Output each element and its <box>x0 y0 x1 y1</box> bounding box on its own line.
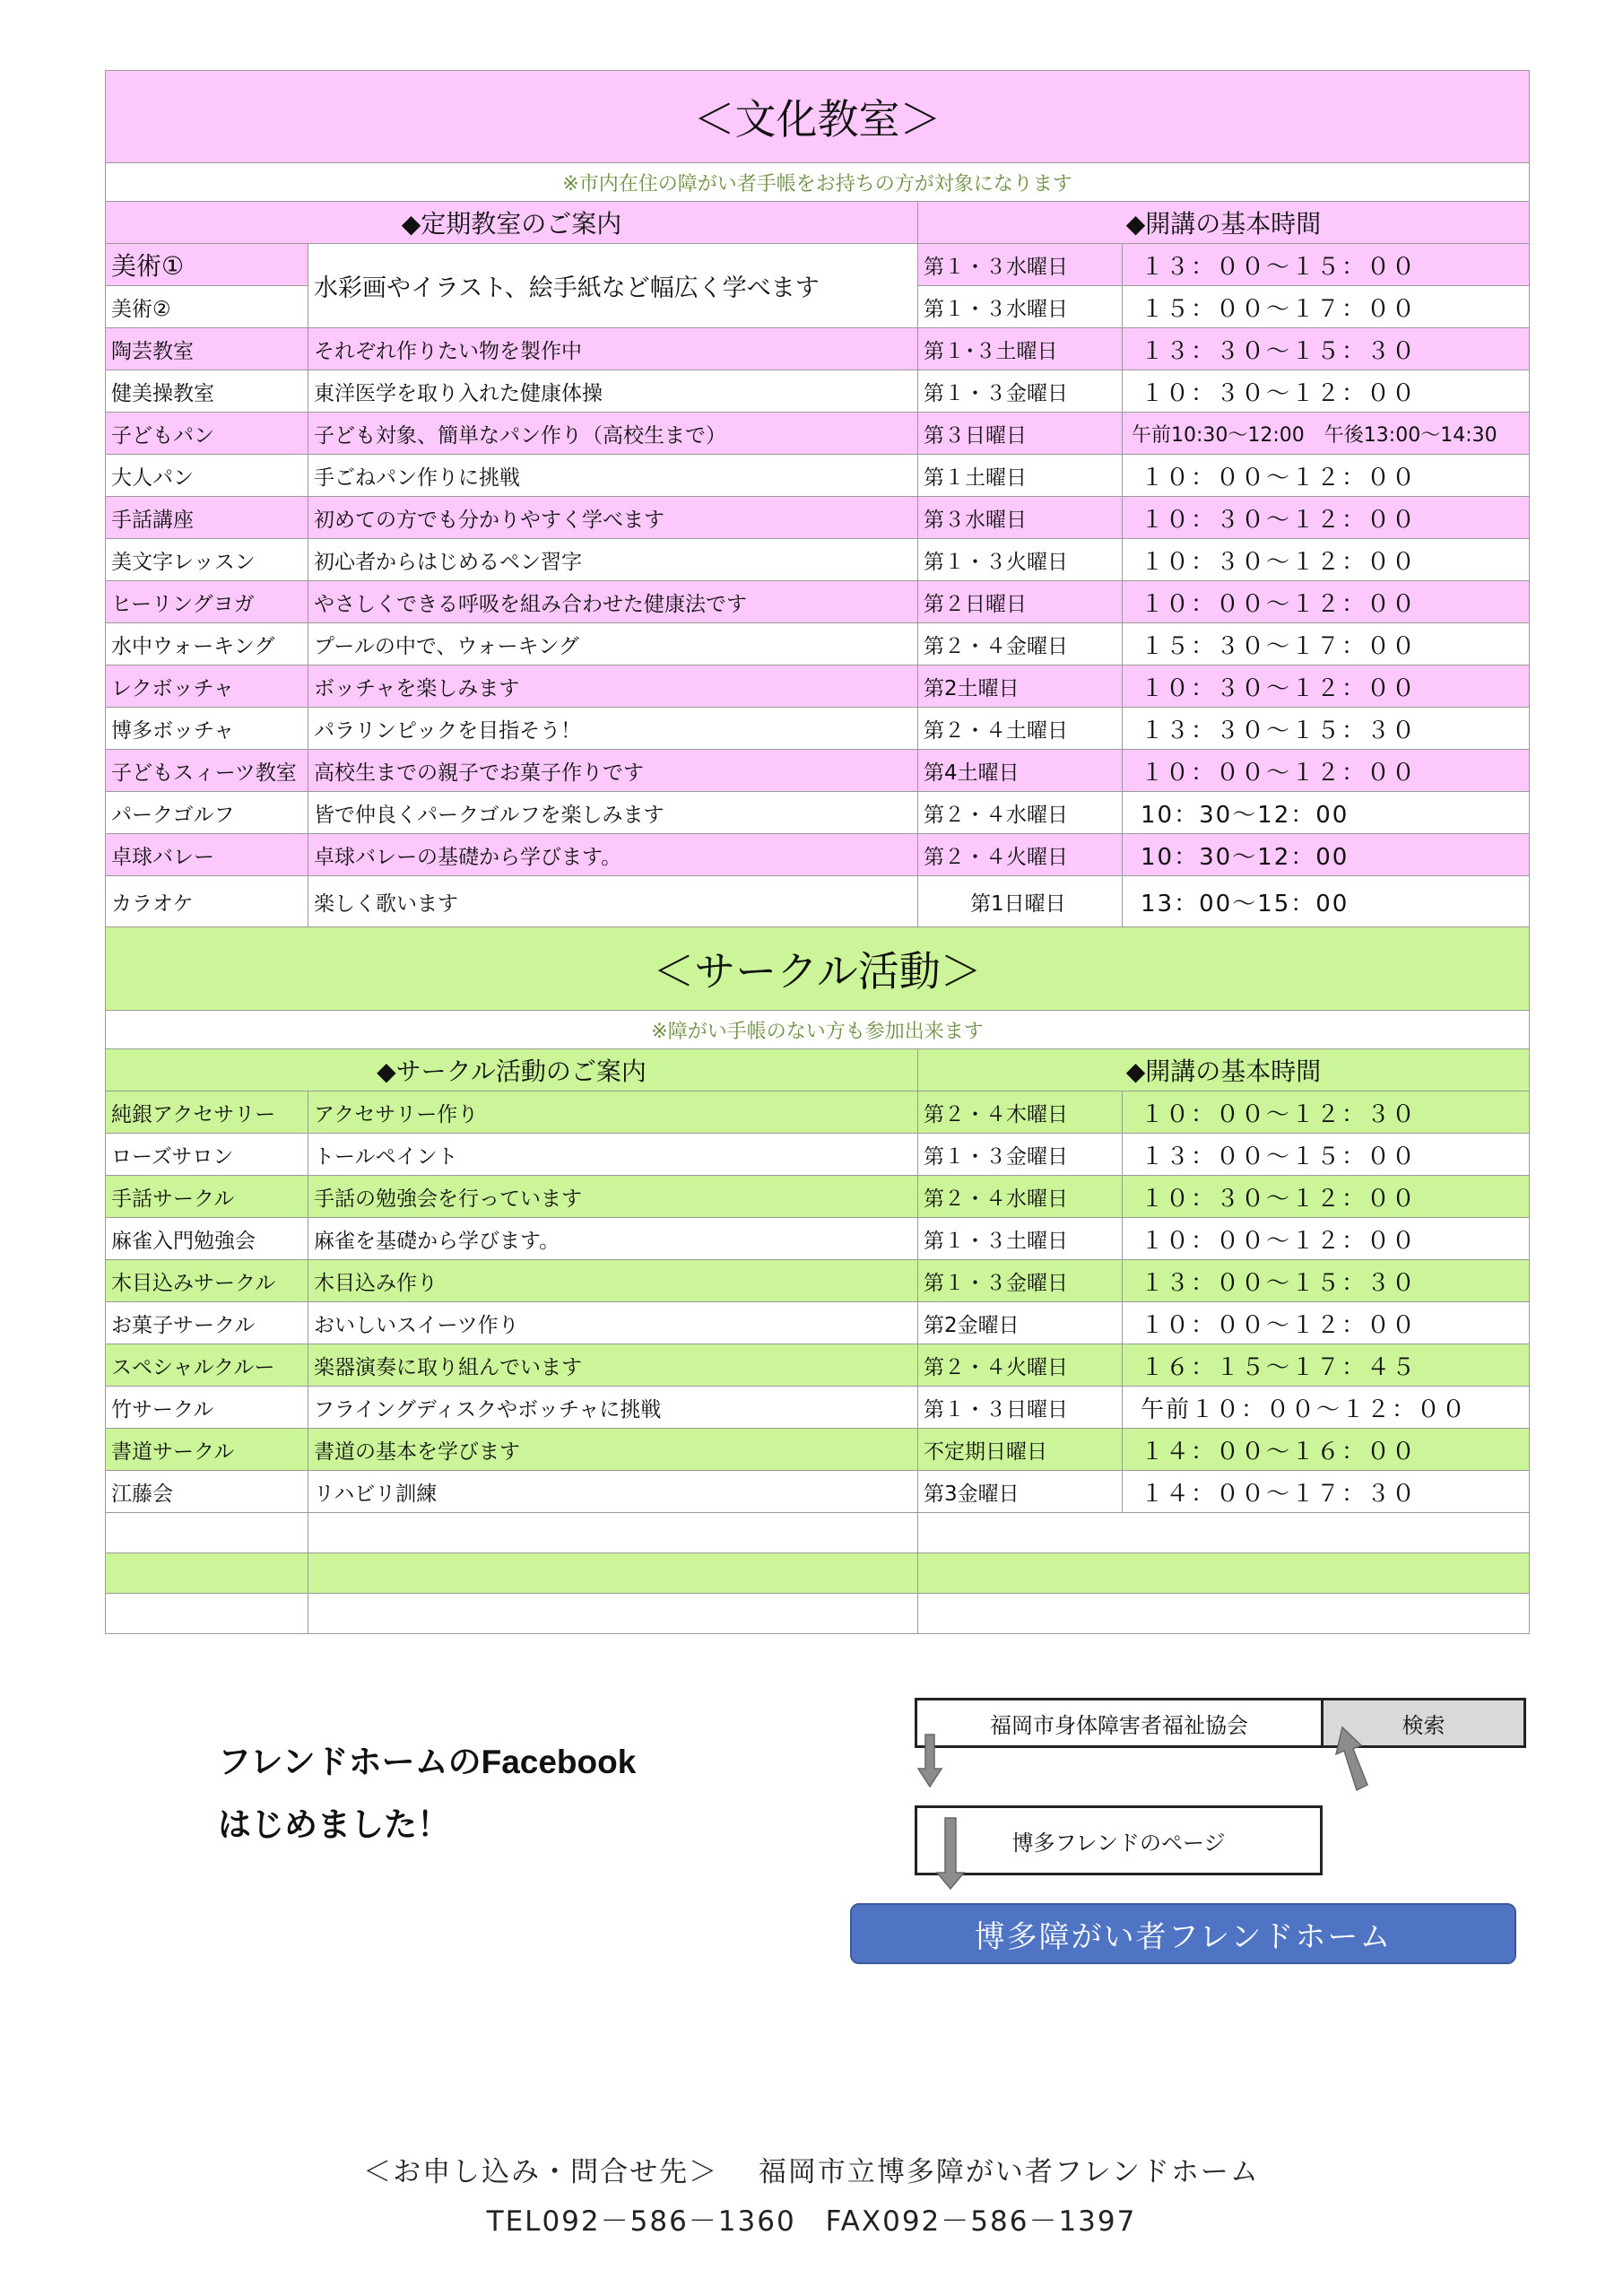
class-day: 第２日曜日 <box>918 581 1123 623</box>
search-input[interactable]: 福岡市身体障害者福祉協会 <box>915 1698 1324 1748</box>
class-name: 陶芸教室 <box>106 328 308 370</box>
class-time: 13：00～15：00 <box>1123 876 1530 927</box>
circle-header-right: ◆開講の基本時間 <box>918 1049 1530 1091</box>
facebook-line-2: はじめました！ <box>218 1806 450 1843</box>
class-name: 卓球バレー <box>106 834 308 876</box>
class-name: 子どもスィーツ教室 <box>106 750 308 792</box>
class-name: カラオケ <box>106 876 308 927</box>
class-day: 第２・４水曜日 <box>918 792 1123 834</box>
contact-line-2: TEL092－586－1360 FAX092－586－1397 <box>486 2205 1137 2238</box>
class-name: 江藤会 <box>106 1471 308 1513</box>
circle-note: ※障がい手帳のない方も参加出来ます <box>106 1011 1530 1049</box>
culture-header-left: ◆定期教室のご案内 <box>106 202 918 244</box>
class-name: 麻雀入門勉強会 <box>106 1218 308 1260</box>
class-description: 卓球バレーの基礎から学びます。 <box>308 834 918 876</box>
class-day: 第１・３日曜日 <box>918 1387 1123 1429</box>
class-time: １４：００～１７：３０ <box>1123 1471 1530 1513</box>
class-time: １３：００～１５：００ <box>1123 1134 1530 1176</box>
down-arrow-icon <box>918 1735 942 1787</box>
page-box[interactable]: 博多フレンドのページ <box>915 1805 1323 1875</box>
class-description: 初心者からはじめるペン習字 <box>308 539 918 581</box>
class-time: 10：30～12：00 <box>1123 792 1530 834</box>
class-day: 第２・４火曜日 <box>918 1344 1123 1387</box>
class-description: フライングディスクやボッチャに挑戦 <box>308 1387 918 1429</box>
class-time: １０：３０～１２：００ <box>1123 539 1530 581</box>
class-name: ローズサロン <box>106 1134 308 1176</box>
class-name: レクボッチャ <box>106 665 308 708</box>
class-time: １０：００～１２：００ <box>1123 750 1530 792</box>
class-day: 第3金曜日 <box>918 1471 1123 1513</box>
class-time: １３：００～１５：００ <box>1123 244 1530 286</box>
class-name: パークゴルフ <box>106 792 308 834</box>
class-name: 竹サークル <box>106 1387 308 1429</box>
facebook-line-1: フレンドホームのFacebook <box>218 1744 637 1780</box>
class-name: 大人パン <box>106 455 308 497</box>
search-button[interactable]: 検索 <box>1321 1698 1526 1748</box>
class-description: リハビリ訓練 <box>308 1471 918 1513</box>
class-time: １０：００～１２：００ <box>1123 581 1530 623</box>
class-time: １０：００～１２：００ <box>1123 1218 1530 1260</box>
class-description: 手話の勉強会を行っています <box>308 1176 918 1218</box>
class-description: 楽器演奏に取り組んでいます <box>308 1344 918 1387</box>
class-time: １４：００～１６：００ <box>1123 1429 1530 1471</box>
class-day: 第１・３水曜日 <box>918 286 1123 328</box>
class-day: 第２・４木曜日 <box>918 1091 1123 1134</box>
class-day: 第1日曜日 <box>918 876 1123 927</box>
merged-description: 水彩画やイラスト、絵手紙など幅広く学べます <box>308 244 918 328</box>
class-day: 第３水曜日 <box>918 497 1123 539</box>
up-arrow-icon <box>1336 1727 1367 1790</box>
down-arrow-icon-2 <box>937 1818 964 1889</box>
culture-title: ＜文化教室＞ <box>106 71 1530 163</box>
class-name: 美術② <box>106 286 308 328</box>
class-day: 第１・３金曜日 <box>918 370 1123 413</box>
class-day: 第１・３水曜日 <box>918 244 1123 286</box>
class-name: 水中ウォーキング <box>106 623 308 665</box>
circle-header-left: ◆サークル活動のご案内 <box>106 1049 918 1091</box>
class-description: パラリンピックを目指そう！ <box>308 708 918 750</box>
class-time: １３：００～１５：３０ <box>1123 1260 1530 1302</box>
class-description: アクセサリー作り <box>308 1091 918 1134</box>
class-time: １３：３０～１５：３０ <box>1123 708 1530 750</box>
class-time: １０：３０～１２：００ <box>1123 665 1530 708</box>
class-day: 第4土曜日 <box>918 750 1123 792</box>
class-description: 手ごねパン作りに挑戦 <box>308 455 918 497</box>
class-day: 第１・３土曜日 <box>918 1218 1123 1260</box>
class-time: 午前１０：００～１２：００ <box>1123 1387 1530 1429</box>
class-time: １５：００～１７：００ <box>1123 286 1530 328</box>
class-name: 木目込みサークル <box>106 1260 308 1302</box>
class-day: 第１･３土曜日 <box>918 328 1123 370</box>
class-day: 第２・４金曜日 <box>918 623 1123 665</box>
class-description: ボッチャを楽しみます <box>308 665 918 708</box>
class-description: それぞれ作りたい物を製作中 <box>308 328 918 370</box>
class-description: プールの中で、ウォーキング <box>308 623 918 665</box>
class-description: やさしくできる呼吸を組み合わせた健康法です <box>308 581 918 623</box>
circle-title: ＜サークル活動＞ <box>106 927 1530 1011</box>
class-name: 博多ボッチャ <box>106 708 308 750</box>
class-name: 手話講座 <box>106 497 308 539</box>
class-time: 10：30～12：00 <box>1123 834 1530 876</box>
class-description: 麻雀を基礎から学びます。 <box>308 1218 918 1260</box>
class-day: 第３日曜日 <box>918 413 1123 455</box>
class-day: 第２・４土曜日 <box>918 708 1123 750</box>
class-name: 健美操教室 <box>106 370 308 413</box>
class-name: 子どもパン <box>106 413 308 455</box>
culture-header-right: ◆開講の基本時間 <box>918 202 1530 244</box>
class-name: 美術① <box>106 244 308 286</box>
class-description: 楽しく歌います <box>308 876 918 927</box>
class-time: １０：３０～１２：００ <box>1123 1176 1530 1218</box>
class-description: 東洋医学を取り入れた健康体操 <box>308 370 918 413</box>
class-name: 美文字レッスン <box>106 539 308 581</box>
class-name: 書道サークル <box>106 1429 308 1471</box>
class-time: １０：３０～１２：００ <box>1123 497 1530 539</box>
class-day: 第2土曜日 <box>918 665 1123 708</box>
class-name: ヒーリングヨガ <box>106 581 308 623</box>
class-day: 不定期日曜日 <box>918 1429 1123 1471</box>
class-description: 子ども対象、簡単なパン作り（高校生まで） <box>308 413 918 455</box>
class-name: 純銀アクセサリー <box>106 1091 308 1134</box>
class-day: 第１・３火曜日 <box>918 539 1123 581</box>
class-time: １０：００～１２：００ <box>1123 1302 1530 1344</box>
class-day: 第１土曜日 <box>918 455 1123 497</box>
class-name: お菓子サークル <box>106 1302 308 1344</box>
class-time: １０：３０～１２：００ <box>1123 370 1530 413</box>
class-description: 初めての方でも分かりやすく学べます <box>308 497 918 539</box>
culture-note: ※市内在住の障がい者手帳をお持ちの方が対象になります <box>106 163 1530 202</box>
class-day: 第２・４水曜日 <box>918 1176 1123 1218</box>
class-day: 第１・３金曜日 <box>918 1260 1123 1302</box>
class-name: 手話サークル <box>106 1176 308 1218</box>
class-day: 第2金曜日 <box>918 1302 1123 1344</box>
class-description: 木目込み作り <box>308 1260 918 1302</box>
friend-home-button[interactable]: 博多障がい者フレンドホーム <box>850 1903 1516 1964</box>
class-time: １５：３０～１７：００ <box>1123 623 1530 665</box>
class-day: 第２・４火曜日 <box>918 834 1123 876</box>
contact-line-1: ＜お申し込み・問合せ先＞ 福岡市立博多障がい者フレンドホーム <box>363 2156 1260 2188</box>
class-time: １０：００～１２：００ <box>1123 455 1530 497</box>
class-description: 皆で仲良くパークゴルフを楽しみます <box>308 792 918 834</box>
class-time: １３：３０～１５：３０ <box>1123 328 1530 370</box>
class-name: スペシャルクルー <box>106 1344 308 1387</box>
class-day: 第１・３金曜日 <box>918 1134 1123 1176</box>
class-description: 書道の基本を学びます <box>308 1429 918 1471</box>
class-time: 午前10:30～12:00 午後13:00～14:30 <box>1123 413 1530 455</box>
class-time: １６：１５～１７：４５ <box>1123 1344 1530 1387</box>
class-description: トールペイント <box>308 1134 918 1176</box>
class-description: おいしいスイーツ作り <box>308 1302 918 1344</box>
class-description: 高校生までの親子でお菓子作りです <box>308 750 918 792</box>
class-time: １０：００～１２：３０ <box>1123 1091 1530 1134</box>
